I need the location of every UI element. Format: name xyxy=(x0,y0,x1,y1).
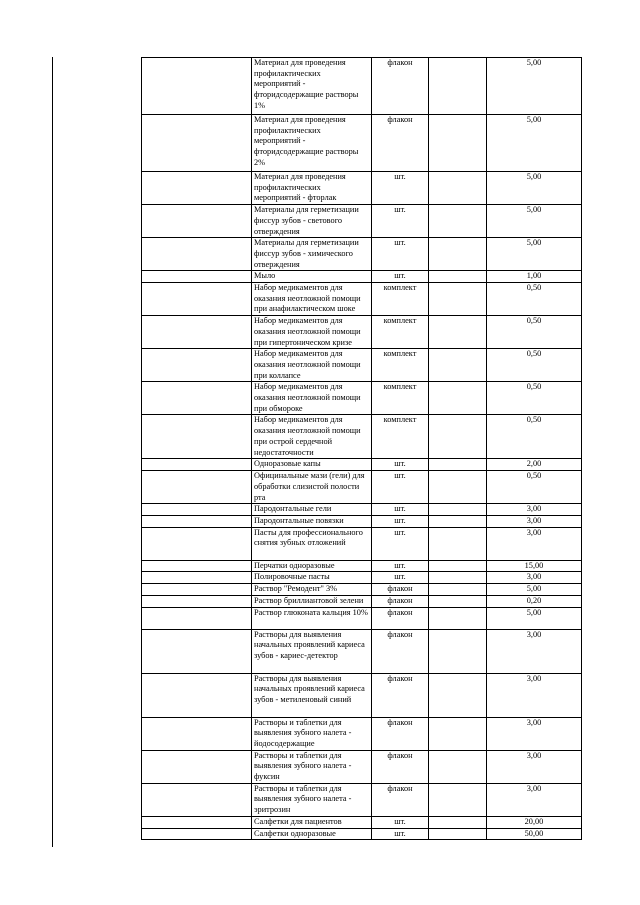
blank-cell xyxy=(142,504,252,516)
unit-cell: флакон xyxy=(372,115,429,172)
blank-cell xyxy=(429,316,487,349)
item-name-cell: Раствор "Ремодент" 3% xyxy=(252,584,372,596)
unit-cell: флакон xyxy=(372,629,429,673)
blank-cell xyxy=(429,349,487,382)
blank-cell xyxy=(429,673,487,717)
blank-cell xyxy=(429,607,487,629)
blank-cell xyxy=(142,607,252,629)
table-row xyxy=(142,717,582,750)
unit-cell: флакон xyxy=(372,607,429,629)
unit-cell: флакон xyxy=(372,58,429,115)
table-row xyxy=(142,415,582,459)
item-name-cell: Одноразовые капы xyxy=(252,459,372,471)
blank-cell xyxy=(142,349,252,382)
item-name-cell: Перчатки одноразовые xyxy=(252,560,372,572)
blank-cell xyxy=(142,816,252,828)
quantity-cell: 5,00 xyxy=(487,584,582,596)
quantity-cell: 3,00 xyxy=(487,717,582,750)
blank-cell xyxy=(429,783,487,816)
quantity-cell: 3,00 xyxy=(487,504,582,516)
blank-cell xyxy=(429,629,487,673)
table-row xyxy=(142,584,582,596)
quantity-cell: 5,00 xyxy=(487,205,582,238)
unit-cell: шт. xyxy=(372,504,429,516)
unit-cell: шт. xyxy=(372,459,429,471)
blank-cell xyxy=(142,560,252,572)
quantity-cell: 3,00 xyxy=(487,783,582,816)
unit-cell: комплект xyxy=(372,415,429,459)
blank-cell xyxy=(429,238,487,271)
blank-cell xyxy=(142,515,252,527)
unit-cell: шт. xyxy=(372,172,429,205)
unit-cell: шт. xyxy=(372,471,429,504)
blank-cell xyxy=(429,584,487,596)
blank-cell xyxy=(142,471,252,504)
table-row xyxy=(142,673,582,717)
blank-cell xyxy=(429,115,487,172)
blank-cell xyxy=(429,560,487,572)
blank-cell xyxy=(142,271,252,283)
item-name-cell: Растворы для выявления начальных проявлений кариеса зубов - метиленовый синий xyxy=(252,673,372,717)
item-name-cell: Материал для проведения профилактических мероприятий - фторидсодержащие растворы 2% xyxy=(252,115,372,172)
table-row xyxy=(142,238,582,271)
item-name-cell: Растворы и таблетки для выявления зубного налета - фуксин xyxy=(252,750,372,783)
blank-cell xyxy=(429,717,487,750)
quantity-cell: 0,50 xyxy=(487,349,582,382)
blank-cell xyxy=(142,172,252,205)
unit-cell: шт. xyxy=(372,816,429,828)
unit-cell: шт. xyxy=(372,828,429,840)
blank-cell xyxy=(429,283,487,316)
table-row xyxy=(142,172,582,205)
unit-cell: флакон xyxy=(372,584,429,596)
item-name-cell: Растворы для выявления начальных проявлений кариеса зубов - кариес-детектор xyxy=(252,629,372,673)
blank-cell xyxy=(142,750,252,783)
quantity-cell: 5,00 xyxy=(487,172,582,205)
quantity-cell: 5,00 xyxy=(487,607,582,629)
unit-cell: флакон xyxy=(372,595,429,607)
quantity-cell: 2,00 xyxy=(487,459,582,471)
unit-cell: комплект xyxy=(372,349,429,382)
item-name-cell: Пародонтальные повязки xyxy=(252,515,372,527)
blank-cell xyxy=(142,415,252,459)
item-name-cell: Мыло xyxy=(252,271,372,283)
item-name-cell: Набор медикаментов для оказания неотложной помощи при обмороке xyxy=(252,382,372,415)
table-row xyxy=(142,271,582,283)
table-row xyxy=(142,560,582,572)
item-name-cell: Набор медикаментов для оказания неотложной помощи при коллапсе xyxy=(252,349,372,382)
blank-cell xyxy=(142,205,252,238)
quantity-cell: 3,00 xyxy=(487,527,582,560)
unit-cell: флакон xyxy=(372,783,429,816)
blank-cell xyxy=(142,673,252,717)
item-name-cell: Пасты для профессионального снятия зубных отложений xyxy=(252,527,372,560)
table-row xyxy=(142,459,582,471)
unit-cell: шт. xyxy=(372,527,429,560)
item-name-cell: Раствор бриллиантовой зелени xyxy=(252,595,372,607)
unit-cell: шт. xyxy=(372,572,429,584)
blank-cell xyxy=(429,828,487,840)
quantity-cell: 0,50 xyxy=(487,471,582,504)
table-row xyxy=(142,115,582,172)
blank-cell xyxy=(142,783,252,816)
table-row xyxy=(142,595,582,607)
unit-cell: шт. xyxy=(372,205,429,238)
item-name-cell: Раствор глюконата кальция 10% xyxy=(252,607,372,629)
quantity-cell: 3,00 xyxy=(487,572,582,584)
table-row xyxy=(142,382,582,415)
left-margin-rule xyxy=(52,57,53,847)
quantity-cell: 50,00 xyxy=(487,828,582,840)
unit-cell: флакон xyxy=(372,717,429,750)
blank-cell xyxy=(142,459,252,471)
table-row xyxy=(142,58,582,115)
table-row xyxy=(142,515,582,527)
quantity-cell: 0,50 xyxy=(487,316,582,349)
quantity-cell: 20,00 xyxy=(487,816,582,828)
table-row xyxy=(142,629,582,673)
quantity-cell: 3,00 xyxy=(487,629,582,673)
unit-cell: комплект xyxy=(372,283,429,316)
quantity-cell: 0,50 xyxy=(487,415,582,459)
item-name-cell: Набор медикаментов для оказания неотложной помощи при гипертоническом кризе xyxy=(252,316,372,349)
quantity-cell: 3,00 xyxy=(487,673,582,717)
blank-cell xyxy=(142,238,252,271)
unit-cell: шт. xyxy=(372,515,429,527)
item-name-cell: Официнальные мази (гели) для обработки слизистой полости рта xyxy=(252,471,372,504)
unit-cell: шт. xyxy=(372,271,429,283)
unit-cell: комплект xyxy=(372,316,429,349)
blank-cell xyxy=(429,816,487,828)
item-name-cell: Набор медикаментов для оказания неотложной помощи при острой сердечной недостаточности xyxy=(252,415,372,459)
table-row xyxy=(142,783,582,816)
quantity-cell: 5,00 xyxy=(487,58,582,115)
item-name-cell: Салфетки для пациентов xyxy=(252,816,372,828)
quantity-cell: 1,00 xyxy=(487,271,582,283)
blank-cell xyxy=(142,572,252,584)
table-row xyxy=(142,816,582,828)
blank-cell xyxy=(142,584,252,596)
blank-cell xyxy=(429,58,487,115)
blank-cell xyxy=(429,172,487,205)
blank-cell xyxy=(142,316,252,349)
table-row xyxy=(142,607,582,629)
blank-cell xyxy=(429,527,487,560)
table-row xyxy=(142,349,582,382)
blank-cell xyxy=(142,115,252,172)
table-row xyxy=(142,527,582,560)
table-row xyxy=(142,316,582,349)
blank-cell xyxy=(142,58,252,115)
item-name-cell: Растворы и таблетки для выявления зубного налета - йодосодержащие xyxy=(252,717,372,750)
blank-cell xyxy=(142,595,252,607)
unit-cell: шт. xyxy=(372,560,429,572)
quantity-cell: 15,00 xyxy=(487,560,582,572)
item-name-cell: Полировочные пасты xyxy=(252,572,372,584)
table-row xyxy=(142,205,582,238)
table-row xyxy=(142,283,582,316)
blank-cell xyxy=(142,527,252,560)
item-name-cell: Материалы для герметизации фиссур зубов - химического отверждения xyxy=(252,238,372,271)
item-name-cell: Материал для проведения профилактических мероприятий - фторидсодержащие растворы 1% xyxy=(252,58,372,115)
blank-cell xyxy=(142,629,252,673)
blank-cell xyxy=(429,504,487,516)
unit-cell: флакон xyxy=(372,750,429,783)
blank-cell xyxy=(429,515,487,527)
table-row xyxy=(142,572,582,584)
item-name-cell: Материалы для герметизации фиссур зубов - светового отверждения xyxy=(252,205,372,238)
blank-cell xyxy=(429,572,487,584)
unit-cell: флакон xyxy=(372,673,429,717)
quantity-cell: 0,50 xyxy=(487,382,582,415)
quantity-cell: 3,00 xyxy=(487,750,582,783)
item-name-cell: Набор медикаментов для оказания неотложной помощи при анафилактическом шоке xyxy=(252,283,372,316)
blank-cell xyxy=(429,750,487,783)
blank-cell xyxy=(429,595,487,607)
blank-cell xyxy=(429,205,487,238)
blank-cell xyxy=(429,471,487,504)
blank-cell xyxy=(142,828,252,840)
quantity-cell: 5,00 xyxy=(487,238,582,271)
quantity-cell: 0,50 xyxy=(487,283,582,316)
item-name-cell: Материал для проведения профилактических мероприятий - фторлак xyxy=(252,172,372,205)
unit-cell: комплект xyxy=(372,382,429,415)
table-row xyxy=(142,471,582,504)
blank-cell xyxy=(142,382,252,415)
blank-cell xyxy=(429,382,487,415)
blank-cell xyxy=(142,717,252,750)
blank-cell xyxy=(429,459,487,471)
blank-cell xyxy=(142,283,252,316)
item-name-cell: Пародонтальные гели xyxy=(252,504,372,516)
item-name-cell: Салфетки одноразовые xyxy=(252,828,372,840)
blank-cell xyxy=(429,415,487,459)
quantity-cell: 0,20 xyxy=(487,595,582,607)
table-row xyxy=(142,828,582,840)
item-name-cell: Растворы и таблетки для выявления зубного налета - эритрозин xyxy=(252,783,372,816)
table-row xyxy=(142,504,582,516)
quantity-cell: 3,00 xyxy=(487,515,582,527)
blank-cell xyxy=(429,271,487,283)
unit-cell: шт. xyxy=(372,238,429,271)
supplies-table xyxy=(141,57,582,840)
table-row xyxy=(142,750,582,783)
quantity-cell: 5,00 xyxy=(487,115,582,172)
